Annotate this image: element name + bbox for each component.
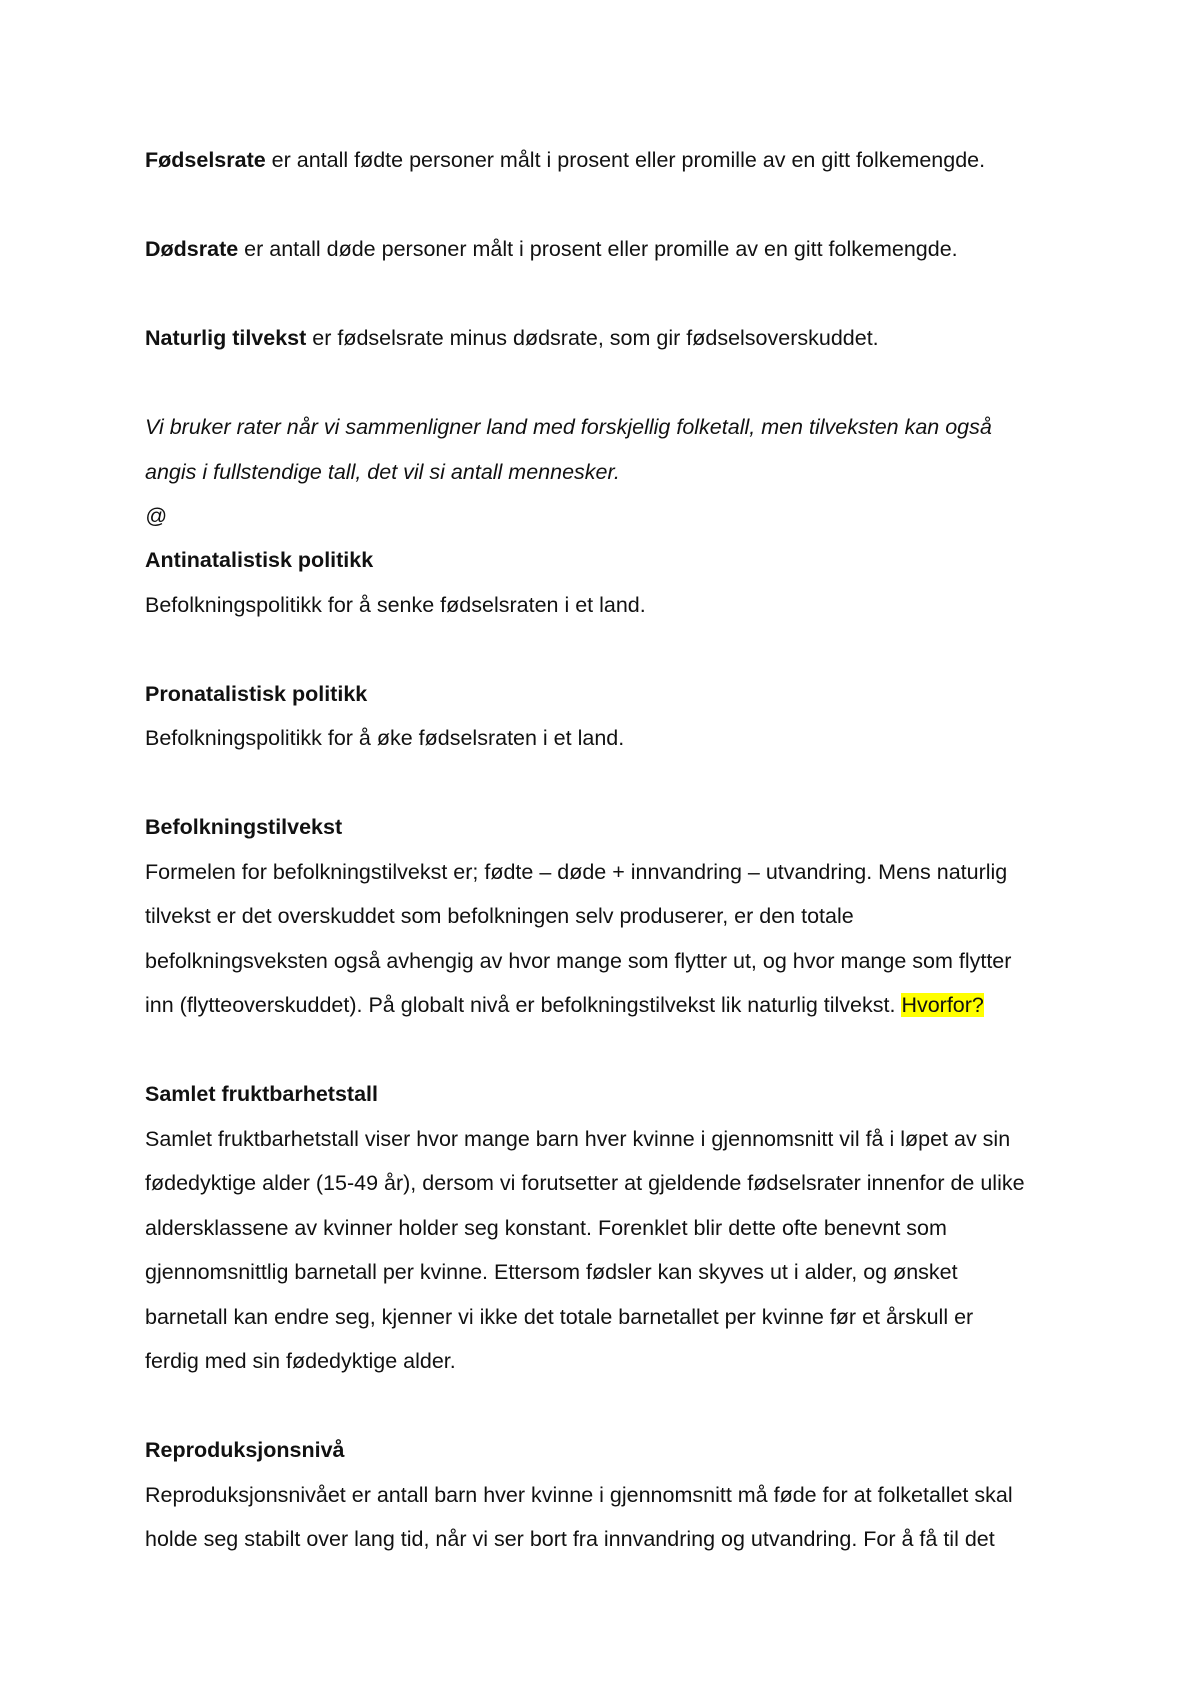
definition-naturlig-tilvekst [145,323,879,353]
definition-text: er fødselsrate minus dødsrate, som gir fødselsoverskuddet. [306,326,879,350]
paragraph-line: ferdig med sin fødedyktige alder. [145,1349,456,1373]
definition-text: er antall fødte personer målt i prosent eller promille av en gitt folkemengde. [265,148,986,172]
heading-samlet-fruktbarhetstall: Samlet fruktbarhetstall [145,1082,378,1106]
heading-reproduksjonsniva: Reproduksjonsnivå [145,1438,345,1462]
definition-dodsrate [145,234,958,264]
paragraph-line: tilvekst er det overskuddet som befolkningen selv produserer, er den totale [145,904,854,928]
paragraph-line: Samlet fruktbarhetstall viser hvor mange barn hver kvinne i gjennomsnitt vil få i løpet av sin [145,1127,1011,1151]
at-symbol: @ [145,504,167,528]
term-fodselsrate: Fødselsrate [145,148,266,172]
definition-text: er antall døde personer målt i prosent eller promille av en gitt folkemengde. [238,237,958,261]
heading-pronatalistisk: Pronatalistisk politikk [145,682,368,706]
paragraph-line: barnetall kan endre seg, kjenner vi ikke det totale barnetallet per kvinne før et årskull er [145,1305,974,1329]
paragraph-line: Reproduksjonsnivået er antall barn hver kvinne i gjennomsnitt må føde for at folketallet skal [145,1483,1013,1507]
heading-befolkningstilvekst: Befolkningstilvekst [145,815,343,839]
highlighted-question: Hvorfor? [901,993,984,1017]
paragraph-line-text: inn (flytteoverskuddet). På globalt nivå er befolkningstilvekst lik naturlig tilvekst. [145,993,902,1017]
paragraph-line: Formelen for befolkningstilvekst er; fødte – døde + innvandring – utvandring. Mens naturlig [145,860,1008,884]
heading-antinatalistisk: Antinatalistisk politikk [145,548,374,572]
italic-note-line: angis i fullstendige tall, det vil si antall mennesker. [145,460,620,484]
term-naturlig-tilvekst: Naturlig tilvekst [145,326,307,350]
paragraph-line: fødedyktige alder (15-49 år), dersom vi forutsetter at gjeldende fødselsrater innenfor de ulike [145,1171,1025,1195]
definition-fodselsrate [145,145,985,175]
paragraph-line: gjennomsnittlig barnetall per kvinne. Ettersom fødsler kan skyves ut i alder, og ønsket [145,1260,958,1284]
paragraph-pronatalistisk: Befolkningspolitikk for å øke fødselsraten i et land. [145,726,625,750]
italic-note-line: Vi bruker rater når vi sammenligner land med forskjellig folketall, men tilveksten kan også [145,415,992,439]
paragraph-line: befolkningsveksten også avhengig av hvor mange som flytter ut, og hvor mange som flytter [145,949,1012,973]
paragraph-line: holde seg stabilt over lang tid, når vi ser bort fra innvandring og utvandring. For å få til det [145,1527,995,1551]
term-dodsrate: Dødsrate [145,237,239,261]
paragraph-line: aldersklassene av kvinner holder seg konstant. Forenklet blir dette ofte benevnt som [145,1216,947,1240]
paragraph-line-with-highlight [145,990,984,1020]
paragraph-antinatalistisk: Befolkningspolitikk for å senke fødselsraten i et land. [145,593,646,617]
